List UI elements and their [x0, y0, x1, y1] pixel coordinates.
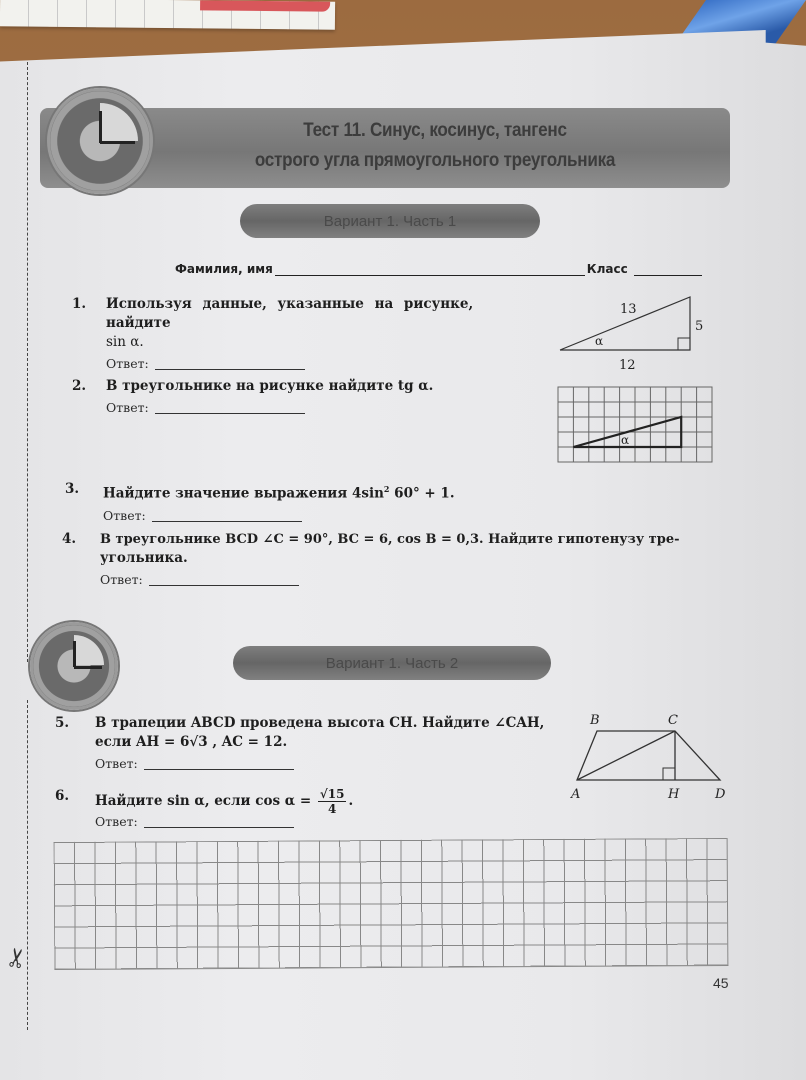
answer-label: Ответ:	[106, 400, 149, 415]
page-number: 45	[713, 975, 729, 991]
title-line-1: Тест 11. Синус, косинус, тангенс	[303, 120, 567, 141]
question-text: sin α.	[106, 334, 144, 350]
grid-triangle-figure	[557, 386, 717, 466]
name-label: Фамилия, имя	[175, 262, 273, 276]
answer-input[interactable]	[155, 413, 305, 414]
answer-label: Ответ:	[95, 756, 138, 771]
answer-label: Ответ:	[95, 814, 138, 829]
right-triangle-figure	[555, 295, 715, 375]
clock-icon	[30, 622, 118, 710]
question-number: 3.	[65, 481, 80, 497]
notebook-edge	[0, 0, 335, 30]
answer-row	[106, 354, 542, 373]
hypotenuse-label: 13	[620, 302, 637, 317]
question-text: В трапеции ABCD проведена высота CH. Найдите ∠CAH,	[95, 715, 545, 731]
vertex-h-label: H	[668, 787, 680, 802]
answer-row	[106, 398, 433, 417]
vertical-leg-label: 5	[695, 319, 704, 334]
scissors-icon: ✂	[1, 944, 35, 972]
fraction: $\frac{√15}{4}$	[319, 787, 345, 816]
cut-line-lower	[27, 700, 28, 1030]
answer-row	[103, 506, 455, 525]
part1-text: Вариант 1. Часть 1	[323, 212, 457, 230]
question-text: угольника.	[100, 550, 188, 566]
question-number: 1.	[72, 296, 87, 312]
student-info-row	[175, 262, 702, 276]
class-label: Класс	[586, 262, 628, 276]
question-text: Используя данные, указанные на рисунке, найдите	[106, 296, 474, 331]
horizontal-leg-label: 12	[619, 358, 636, 373]
test-title	[179, 116, 692, 176]
answer-label: Ответ:	[106, 356, 149, 371]
answer-input[interactable]	[152, 521, 302, 522]
question-text: В треугольнике на рисунке найдите tg α.	[106, 378, 434, 394]
question-text: Найдите значение выражения $4\sin^2$ 60° + 1.	[103, 484, 455, 502]
question-text: В треугольнике BCD ∠C = 90°, BC = 6, cos B = 0,3. Найдите гипотенузу тре-	[100, 532, 680, 547]
question-number: 6.	[55, 788, 70, 804]
part2-text: Вариант 1. Часть 2	[325, 654, 459, 672]
question-number: 2.	[72, 378, 87, 394]
title-line-2: острого угла прямоугольного треугольника	[254, 150, 616, 171]
question-text: если AH = 6√3 , AC = 12.	[95, 734, 288, 750]
alpha-label: α	[595, 334, 604, 348]
vertex-a-label: A	[571, 787, 581, 802]
answer-row	[95, 754, 544, 773]
trapezoid-figure	[565, 708, 740, 803]
answer-label: Ответ:	[100, 572, 143, 587]
variant-part2-label	[233, 646, 551, 680]
answer-label: Ответ:	[103, 507, 146, 523]
name-input[interactable]	[275, 275, 585, 276]
question-text: Найдите sin α, если cos α = $\frac{√15}{4}$ .	[95, 787, 354, 816]
question-number: 4.	[62, 531, 77, 547]
alpha-label: α	[621, 433, 630, 447]
vertex-b-label: B	[590, 713, 600, 728]
vertex-c-label: C	[668, 713, 678, 728]
answer-row	[100, 570, 680, 589]
answer-input[interactable]	[155, 369, 305, 370]
class-input[interactable]	[634, 275, 702, 276]
clock-icon	[47, 88, 153, 194]
vertex-d-label: D	[715, 787, 726, 802]
answer-grid[interactable]	[54, 838, 729, 970]
answer-input[interactable]	[144, 827, 294, 828]
variant-part1-label	[240, 204, 540, 238]
cut-line	[27, 62, 28, 662]
answer-input[interactable]	[144, 769, 294, 770]
answer-input[interactable]	[149, 585, 299, 586]
question-number: 5.	[55, 715, 70, 731]
